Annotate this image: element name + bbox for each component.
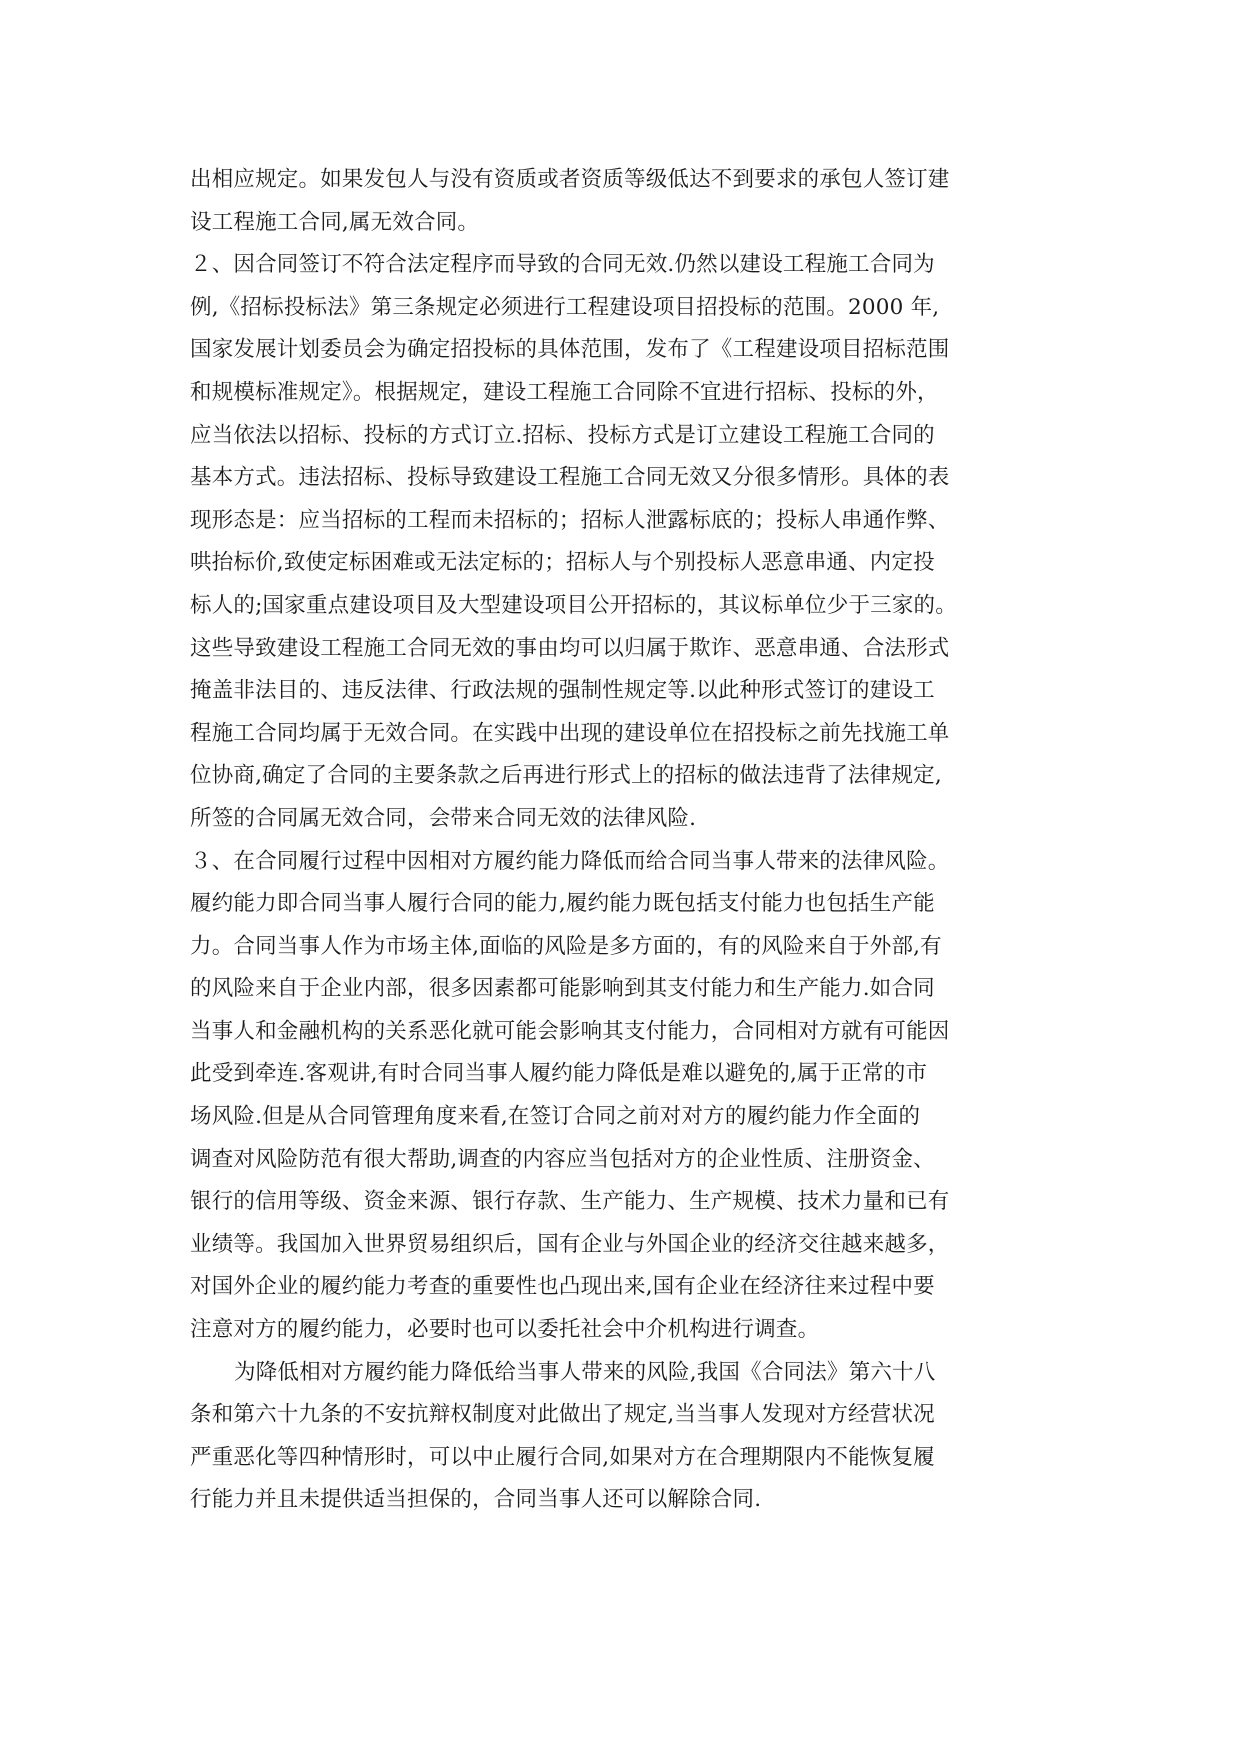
text-line: 应当依法以招标、投标的方式订立.招标、投标方式是订立建设工程施工合同的 — [190, 422, 935, 448]
text-line: 所签的合同属无效合同，会带来合同无效的法律风险. — [190, 805, 697, 831]
text-line: 为降低相对方履约能力降低给当事人带来的风险,我国《合同法》第六十八 — [234, 1359, 936, 1385]
text-line: 这些导致建设工程施工合同无效的事由均可以归属于欺诈、恶意串通、合法形式 — [190, 635, 950, 661]
text-line: 基本方式。违法招标、投标导致建设工程施工合同无效又分很多情形。具体的表 — [190, 465, 950, 491]
text-line: 出相应规定。如果发包人与没有资质或者资质等级低达不到要求的承包人签订建 — [190, 167, 950, 192]
text-line: 掩盖非法目的、违反法律、行政法规的强制性规定等.以此种形式签订的建设工 — [190, 678, 935, 704]
text-line: 设工程施工合同,属无效合同。 — [190, 209, 480, 235]
text-line: 例,《招标投标法》第三条规定必须进行工程建设项目招投标的范围。2000 年, — [190, 294, 940, 320]
text-line: 调查对风险防范有很大帮助,调查的内容应当包括对方的企业性质、注册资金、 — [190, 1146, 935, 1172]
text-line: 行能力并且未提供适当担保的，合同当事人还可以解除合同. — [190, 1487, 762, 1513]
body-text — [190, 159, 1070, 1522]
text-line: 国家发展计划委员会为确定招投标的具体范围，发布了《工程建设项目招标范围 — [190, 337, 950, 363]
text-line: ２、因合同签订不符合法定程序而导致的合同无效.仍然以建设工程施工合同为 — [190, 252, 935, 278]
text-line: 当事人和金融机构的关系恶化就可能会影响其支付能力，合同相对方就有可能因 — [190, 1018, 950, 1044]
text-line: 注意对方的履约能力，必要时也可以委托社会中介机构进行调查。 — [190, 1317, 820, 1343]
text-line: 场风险.但是从合同管理角度来看,在签订合同之前对对方的履约能力作全面的 — [190, 1104, 921, 1130]
text-line: 对国外企业的履约能力考查的重要性也凸现出来,国有企业在经济往来过程中要 — [190, 1274, 935, 1300]
text-line: 和规模标准规定》。根据规定，建设工程施工合同除不宜进行招标、投标的外， — [190, 379, 939, 405]
text-line: 业绩等。我国加入世界贸易组织后，国有企业与外国企业的经济交往越来越多， — [190, 1231, 950, 1257]
text-line: 标人的;国家重点建设项目及大型建设项目公开招标的，其议标单位少于三家的。 — [190, 592, 957, 618]
text-line: ３、在合同履行过程中因相对方履约能力降低而给合同当事人带来的法律风险。 — [190, 848, 950, 874]
text-line: 现形态是：应当招标的工程而未招标的；招标人泄露标底的；投标人串通作弊、 — [190, 507, 950, 533]
text-line: 严重恶化等四种情形时，可以中止履行合同,如果对方在合理期限内不能恢复履 — [190, 1444, 935, 1470]
text-line: 位协商,确定了合同的主要条款之后再进行形式上的招标的做法违背了法律规定, — [190, 763, 942, 789]
text-line: 哄抬标价,致使定标困难或无法定标的；招标人与个别投标人恶意串通、内定投 — [190, 550, 935, 576]
text-line: 力。合同当事人作为市场主体,面临的风险是多方面的，有的风险来自于外部,有 — [190, 933, 942, 959]
text-line: 履约能力即合同当事人履行合同的能力,履约能力既包括支付能力也包括生产能 — [190, 891, 935, 917]
text-line: 条和第六十九条的不安抗辩权制度对此做出了规定,当当事人发现对方经营状况 — [190, 1402, 935, 1428]
text-line: 的风险来自于企业内部，很多因素都可能影响到其支付能力和生产能力.如合同 — [190, 976, 935, 1002]
text-line: 程施工合同均属于无效合同。在实践中出现的建设单位在招投标之前先找施工单 — [190, 720, 950, 746]
text-line: 银行的信用等级、资金来源、银行存款、生产能力、生产规模、技术力量和已有 — [190, 1189, 950, 1215]
text-line: 此受到牵连.客观讲,有时合同当事人履约能力降低是难以避免的,属于正常的市 — [190, 1061, 928, 1087]
